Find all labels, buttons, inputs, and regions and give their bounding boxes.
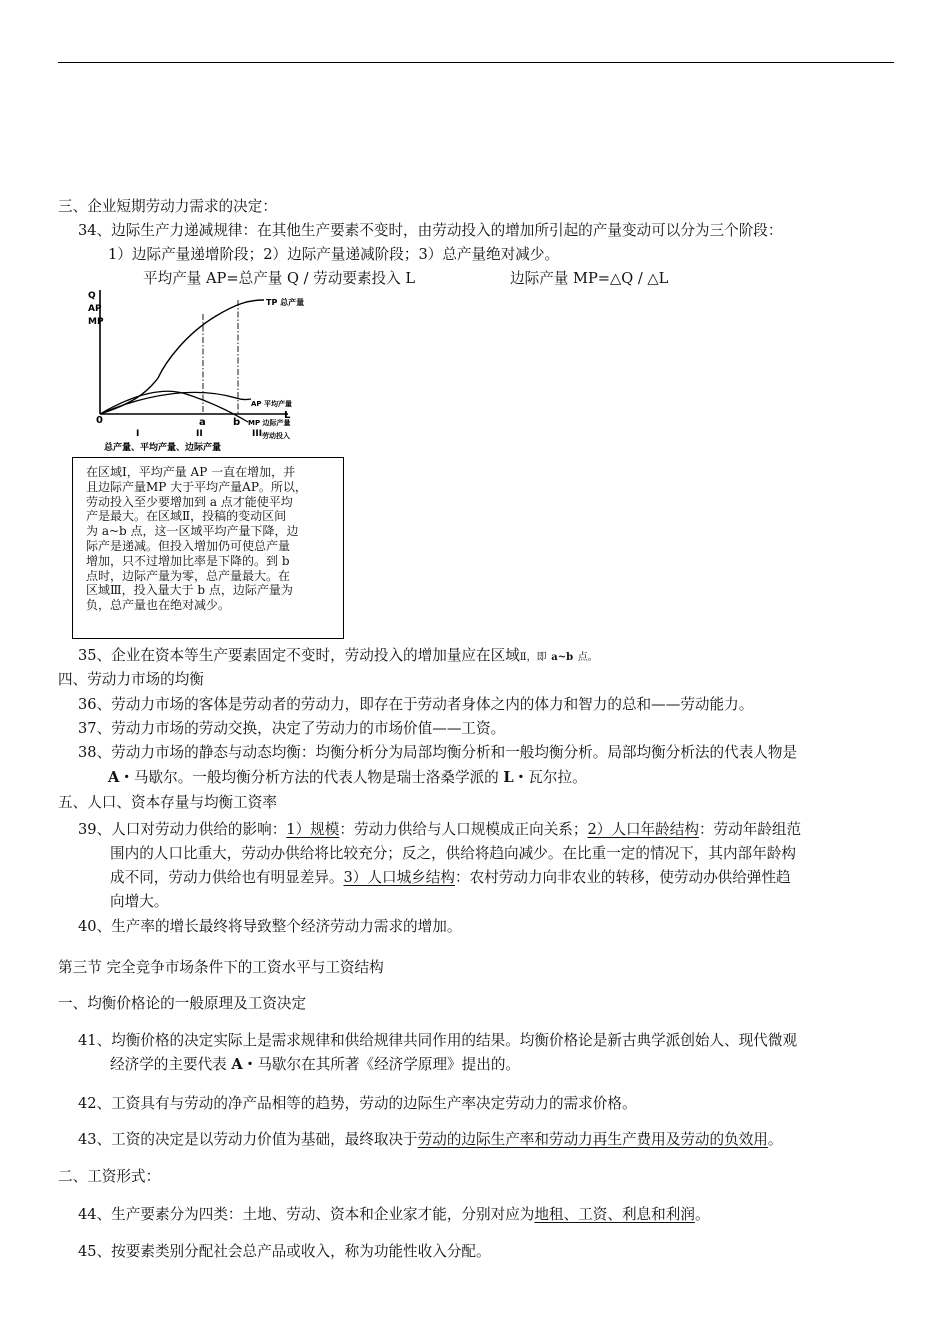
item-34-line2: 1）边际产量递增阶段；2）边际产量递减阶段；3）总产量绝对减少。 [108, 246, 560, 263]
bold-name: L・ [503, 769, 529, 786]
ap-formula: 平均产量 AP=总产量 Q / 劳动要素投入 L [143, 270, 416, 287]
section-title-5: 五、人口、资本存量与均衡工资率 [58, 794, 277, 811]
item-44-text: 44、生产要素分为四类：土地、劳动、资本和企业家才能，分别对应为 [78, 1206, 535, 1223]
y-label-mp: MP [88, 317, 104, 327]
mp-curve-label: MP 边际产量 [248, 419, 291, 427]
box-line: 负，总产量也在绝对减少。 [86, 598, 231, 613]
box-line: 点时，边际产量为零，总产量最大。在 [86, 568, 291, 583]
chapter-section-3-title: 第三节 完全竞争市场条件下的工资水平与工资结构 [58, 959, 384, 976]
item-38-line1: 38、劳动力市场的静态与动态均衡：均衡分析分为局部均衡分析和一般均衡分析。局部均衡分析法的代表人物是 [78, 744, 798, 761]
mp-formula: 边际产量 MP=△Q / △L [510, 270, 669, 287]
item-44 [78, 1205, 710, 1225]
item-39-line3 [110, 868, 791, 888]
item-43-text: 。 [767, 1131, 783, 1148]
ap-curve-label: AP 平均产量 [251, 400, 292, 408]
item-41-text: 马歇尔在其所著《经济学原理》提出的。 [257, 1056, 521, 1073]
stage-2-label: II [196, 429, 203, 439]
chart-caption: 总产量、平均产量、边际产量 [104, 443, 222, 453]
item-35 [78, 646, 598, 668]
underlined-term: 3）人口城乡结构 [343, 869, 455, 886]
bold-name: A・ [231, 1056, 258, 1073]
box-line: 增加，只不过增加比率是下降的。到 b [86, 553, 290, 568]
stage-1-label: I [136, 429, 140, 439]
bold-name: A・ [108, 769, 134, 786]
item-43 [78, 1130, 783, 1150]
tp-curve [100, 300, 264, 414]
box-line: 产是最大。在区域Ⅱ，投稿的变动区间 [86, 509, 287, 524]
item-38-text: 瓦尔拉。 [528, 769, 587, 786]
item-35-small: Ⅱ，即 [519, 652, 547, 663]
x-axis-title: 劳动投入 [262, 432, 290, 440]
item-39-line2: 围内的人口比重大，劳动办供给将比较充分；反之，供给将趋向减少。在比重一定的情况下，其内部年龄构 [110, 845, 796, 862]
box-line: 区域Ⅲ，投入量大于 b 点，边际产量为 [86, 583, 293, 598]
item-39-line4: 向增大。 [110, 893, 169, 910]
item-34-line1: 34、边际生产力递减规律：在其他生产要素不变时，由劳动投入的增加所引起的产量变动可以分为三个阶段： [78, 222, 783, 239]
subsection-2-title: 二、工资形式： [58, 1168, 161, 1185]
item-39-text: 成不同，劳动力供给也有明显差异。 [110, 869, 344, 886]
item-39-text: ：劳动力供给与人口规模成正向关系； [339, 821, 588, 838]
point-a-label: a [199, 417, 206, 428]
point-b-label: b [233, 417, 241, 428]
underlined-term: 2）人口年龄结构 [587, 821, 699, 838]
item-39-text: ：劳动年龄组范 [698, 821, 802, 838]
x-axis-label: L [284, 410, 291, 421]
underlined-term: 地租、工资、利息和利润 [534, 1206, 695, 1223]
production-curves-chart [86, 286, 316, 454]
box-line: 际产是递减。但投入增加仍可使总产量 [86, 538, 291, 553]
box-line: 在区域Ⅰ，平均产量 AP 一直在增加，并 [86, 465, 296, 479]
item-40: 40、生产率的增长最终将导致整个经济劳动力需求的增加。 [78, 918, 462, 935]
subsection-1-title: 一、均衡价格论的一般原理及工资决定 [58, 995, 307, 1012]
stage-3-label: III [252, 429, 263, 439]
item-41-line1: 41、均衡价格的决定实际上是需求规律和供给规律共同作用的结果。均衡价格论是新古典学派创始人、现代微观 [78, 1032, 798, 1049]
underlined-term: 1）规模 [286, 821, 340, 838]
item-39-line1 [78, 820, 801, 840]
explanation-box [72, 457, 344, 639]
underlined-term: 劳动的边际生产率和劳动力再生产费用及劳动的负效用 [417, 1131, 768, 1148]
item-41-text: 经济学的主要代表 [110, 1056, 232, 1073]
y-label-ap: AP [88, 304, 102, 314]
section-title-4: 四、劳动力市场的均衡 [58, 671, 204, 688]
header-rule [58, 62, 894, 63]
item-37: 37、劳动力市场的劳动交换，决定了劳动力的市场价值——工资。 [78, 720, 506, 737]
item-39-text: 39、人口对劳动力供给的影响： [78, 821, 287, 838]
item-35-bold: a~b [551, 652, 574, 663]
item-43-text: 43、工资的决定是以劳动力价值为基础，最终取决于 [78, 1131, 418, 1148]
item-45: 45、按要素类别分配社会总产品或收入，称为功能性收入分配。 [78, 1243, 491, 1260]
item-44-text: 。 [694, 1206, 710, 1223]
box-line: 且边际产量MP 大于平均产量AP。所以， [86, 479, 307, 494]
origin-label: 0 [96, 415, 103, 426]
item-39-text: ：农村劳动力向非农业的转移，使劳动办供给弹性趋 [454, 869, 791, 886]
item-35-small: 点。 [577, 652, 598, 663]
item-41-line2 [110, 1055, 520, 1075]
item-38-line2 [108, 768, 587, 788]
box-line: 劳动投入至少要增加到 a 点才能使平均 [86, 494, 293, 509]
section-title-3: 三、企业短期劳动力需求的决定： [58, 198, 277, 215]
box-line: 为 a~b 点，这一区域平均产量下降，边 [86, 524, 299, 539]
tp-curve-label: TP 总产量 [266, 298, 305, 307]
item-36: 36、劳动力市场的客体是劳动者的劳动力，即存在于劳动者身体之内的体力和智力的总和——劳动能力。 [78, 696, 754, 713]
item-42: 42、工资具有与劳动的净产品相等的趋势，劳动的边际生产率决定劳动力的需求价格。 [78, 1095, 637, 1112]
item-35-text: 35、企业在资本等生产要素固定不变时，劳动投入的增加量应在区域 [78, 647, 520, 664]
item-38-text: 马歇尔。一般均衡分析方法的代表人物是瑞士洛桑学派的 [133, 769, 504, 786]
y-label-q: Q [88, 291, 96, 301]
